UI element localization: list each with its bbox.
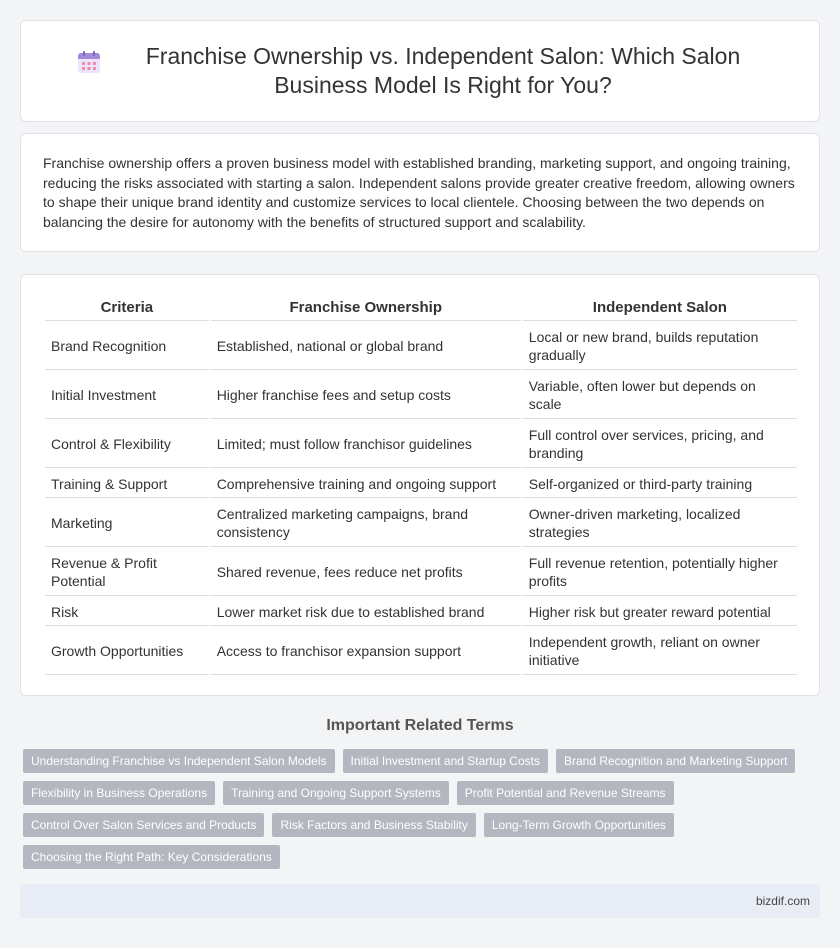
table-header-row bbox=[45, 293, 797, 321]
tag-row bbox=[23, 845, 813, 869]
related-terms-heading: Important Related Terms bbox=[326, 717, 514, 734]
table-cell: Access to franchisor expansion support bbox=[211, 628, 521, 675]
comparison-table-card bbox=[20, 274, 820, 696]
column-header-franchise: Franchise Ownership bbox=[211, 293, 521, 321]
column-header-criteria: Criteria bbox=[45, 293, 209, 321]
table-cell: Higher risk but greater reward potential bbox=[523, 598, 797, 626]
title-card bbox=[20, 20, 820, 122]
table-cell: Initial Investment bbox=[45, 372, 209, 419]
table-cell: Full revenue retention, potentially higher profits bbox=[523, 549, 797, 596]
footer-brand-link[interactable]: bizdif.com bbox=[755, 894, 810, 908]
intro-paragraph: Franchise ownership offers a proven business model with established branding, marketing support, and ongoing training, reducing the risks associated with starting a salon. Independent salons provide greater creative freedom, allowing owners to shape their unique brand identity and customize services to local clientele. Choosing between the two depends on balancing the desire for autonomy with the benefits of structured support and scalability. bbox=[43, 155, 795, 230]
table-row bbox=[45, 500, 797, 547]
related-term-tag[interactable]: Understanding Franchise vs Independent Salon Models bbox=[23, 749, 335, 773]
table-cell: Revenue & Profit Potential bbox=[45, 549, 209, 596]
related-term-tag[interactable]: Brand Recognition and Marketing Support bbox=[556, 749, 795, 773]
related-term-tag[interactable]: Profit Potential and Revenue Streams bbox=[457, 781, 674, 805]
table-cell: Brand Recognition bbox=[45, 323, 209, 370]
table-row bbox=[45, 470, 797, 498]
table-row bbox=[45, 598, 797, 626]
table-cell: Comprehensive training and ongoing support bbox=[211, 470, 521, 498]
table-cell: Marketing bbox=[45, 500, 209, 547]
table-cell: Higher franchise fees and setup costs bbox=[211, 372, 521, 419]
table-cell: Training & Support bbox=[45, 470, 209, 498]
table-cell: Local or new brand, builds reputation gradually bbox=[523, 323, 797, 370]
title-wrap bbox=[77, 42, 763, 100]
related-term-tag[interactable]: Choosing the Right Path: Key Considerations bbox=[23, 845, 280, 869]
related-term-tag[interactable]: Control Over Salon Services and Products bbox=[23, 813, 264, 837]
table-cell: Centralized marketing campaigns, brand consistency bbox=[211, 500, 521, 547]
table-cell: Variable, often lower but depends on scale bbox=[523, 372, 797, 419]
table-cell: Established, national or global brand bbox=[211, 323, 521, 370]
intro-card bbox=[20, 133, 820, 252]
table-cell: Growth Opportunities bbox=[45, 628, 209, 675]
table-row bbox=[45, 421, 797, 468]
related-term-tag[interactable]: Long-Term Growth Opportunities bbox=[484, 813, 674, 837]
footer bbox=[20, 884, 820, 918]
table-cell: Limited; must follow franchisor guidelines bbox=[211, 421, 521, 468]
table-cell: Lower market risk due to established brand bbox=[211, 598, 521, 626]
table-row bbox=[45, 372, 797, 419]
related-term-tag[interactable]: Flexibility in Business Operations bbox=[23, 781, 215, 805]
table-cell: Owner-driven marketing, localized strategies bbox=[523, 500, 797, 547]
related-term-tag[interactable]: Risk Factors and Business Stability bbox=[272, 813, 475, 837]
page-title: Franchise Ownership vs. Independent Salon: Which Salon Business Model Is Right for You? bbox=[145, 43, 741, 98]
table-cell: Risk bbox=[45, 598, 209, 626]
tag-row bbox=[23, 813, 813, 837]
table-row bbox=[45, 323, 797, 370]
table-row bbox=[45, 628, 797, 675]
table-cell: Control & Flexibility bbox=[45, 421, 209, 468]
column-header-independent: Independent Salon bbox=[523, 293, 797, 321]
related-term-tag[interactable]: Training and Ongoing Support Systems bbox=[223, 781, 449, 805]
table-cell: Self-organized or third-party training bbox=[523, 470, 797, 498]
tag-row bbox=[23, 781, 813, 805]
related-terms-tags bbox=[23, 749, 813, 877]
tag-row bbox=[23, 749, 813, 773]
table-row bbox=[45, 549, 797, 596]
table-cell: Full control over services, pricing, and branding bbox=[523, 421, 797, 468]
table-cell: Independent growth, reliant on owner initiative bbox=[523, 628, 797, 675]
table-cell: Shared revenue, fees reduce net profits bbox=[211, 549, 521, 596]
related-term-tag[interactable]: Initial Investment and Startup Costs bbox=[343, 749, 548, 773]
comparison-table bbox=[43, 291, 799, 677]
calendar-icon bbox=[77, 50, 101, 74]
